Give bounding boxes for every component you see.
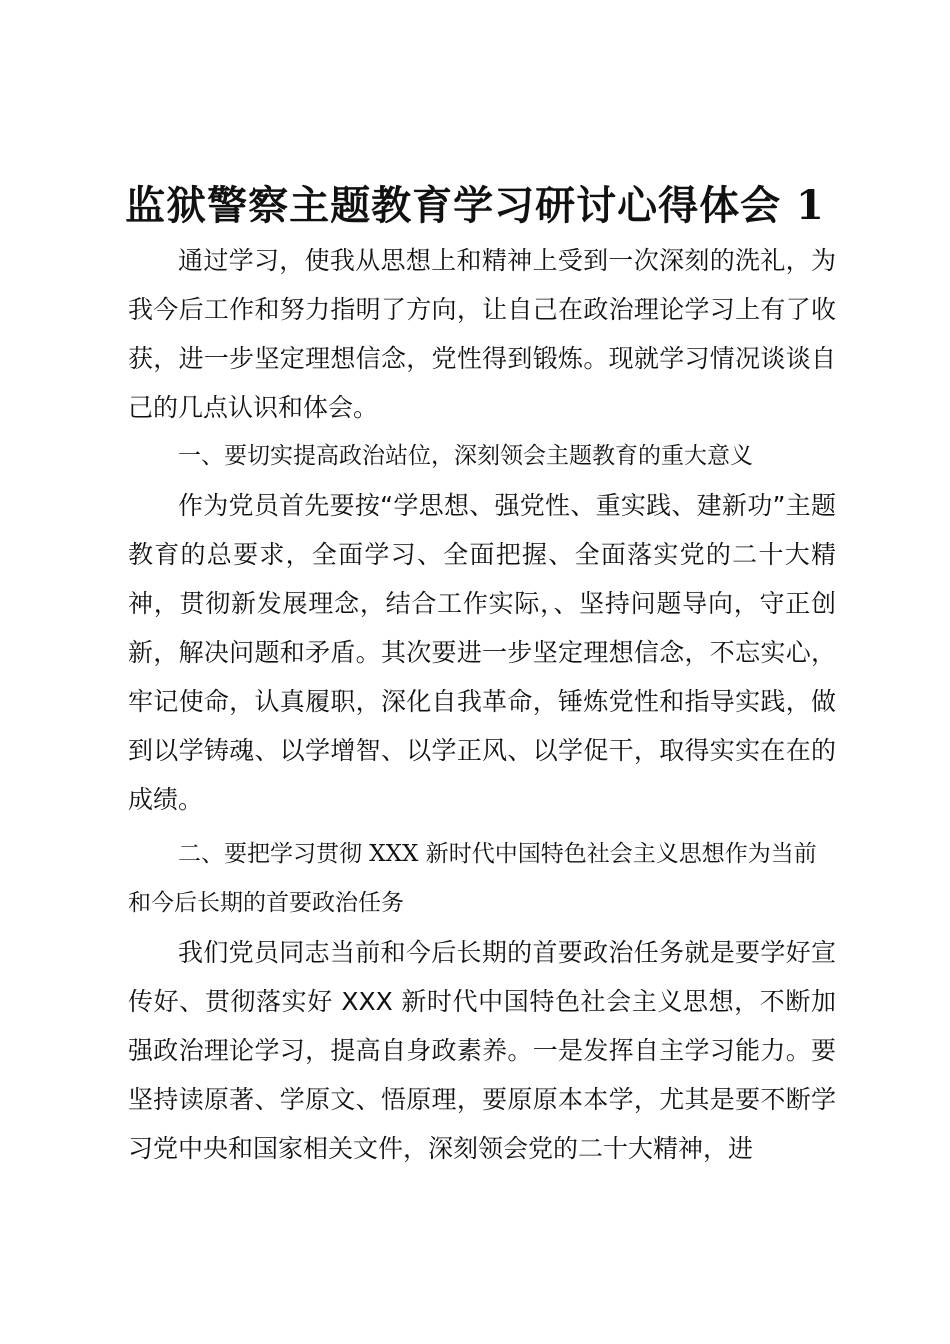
paragraph-section-2: 我们党员同志当前和今后长期的首要政治任务就是要学好宣传好、贯彻落实好 XXX 新时代中国特色社会主义思想，不断加强政治理论学习，提高自身政素养。一是发挥自主学习能力。要坚持读原著、学原文、悟原理，要原原本本学，尤其是要不断学习党中央和国家相关文件，深刻领会党的二十大精神，进: [128, 938, 836, 1163]
document-title: 监狱警察主题教育学习研讨心得体会 1: [125, 182, 825, 229]
paragraph-intro: 通过学习，使我从思想上和精神上受到一次深刻的洗礼，为我今后工作和努力指明了方向，让自己在政治理论学习上有了收获，进一步坚定理想信念，党性得到锻炼。现就学习情况谈谈自己的几点认识和体会。: [128, 246, 836, 422]
section-heading-1: 一、要切实提高政治站位，深刻领会主题教育的重大意义: [178, 443, 753, 469]
paragraph-section-1: 作为党员首先要按“学思想、强党性、重实践、建新功”主题教育的总要求，全面学习、全面把握、全面落实党的二十大精神，贯彻新发展理念，结合工作实际，、坚持问题导向，守正创新，解决问题和矛盾。其次要进一步坚定理想信念，不忘实心，牢记使命，认真履职，深化自我革命，锤炼党性和指导实践，做到以学铸魂、以学增智、以学正风、以学促干，取得实实在在的成绩。: [128, 491, 836, 814]
section-heading-2: 二、要把学习贯彻 XXX 新时代中国特色社会主义思想作为当前和今后长期的首要政治任务: [128, 841, 817, 916]
